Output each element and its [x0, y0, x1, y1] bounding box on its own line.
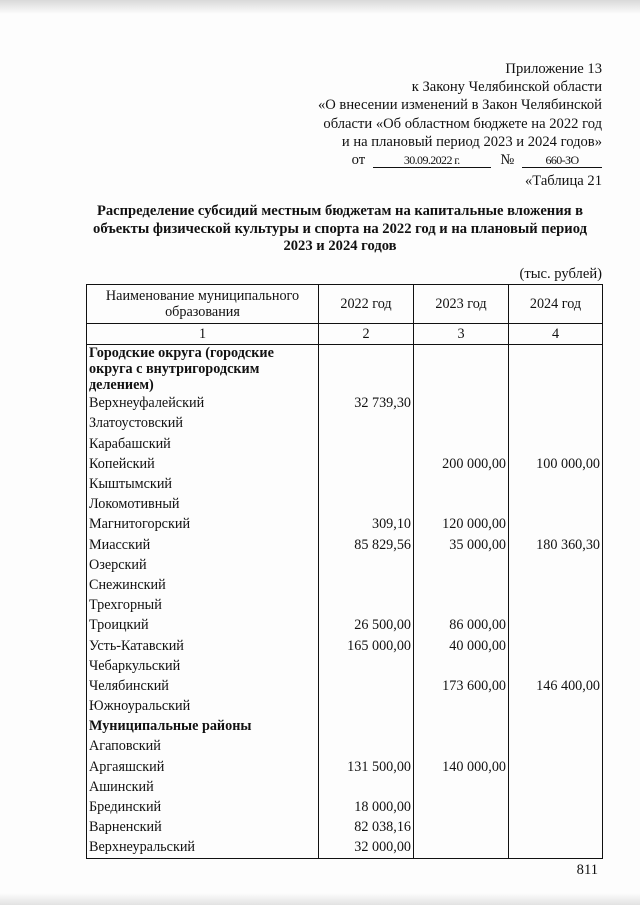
- table-row: [87, 434, 603, 454]
- municipality-name-cell: Городские округа (городские округа с внутригородским делением): [87, 345, 319, 394]
- table-row: [87, 413, 603, 433]
- amount-cell-y2022: [319, 575, 414, 595]
- scan-bottom-edge: [0, 893, 640, 905]
- municipality-name-cell: Локомотивный: [87, 494, 319, 514]
- municipality-name-cell: Верхнеуральский: [87, 837, 319, 858]
- amount-cell-y2023: [414, 345, 509, 394]
- amount-cell-y2022: [319, 494, 414, 514]
- amount-cell-y2022: [319, 777, 414, 797]
- amount-cell-y2023: 86 000,00: [414, 615, 509, 635]
- table-row: [87, 474, 603, 494]
- amount-cell-y2022: [319, 676, 414, 696]
- municipality-name-cell: Миасский: [87, 535, 319, 555]
- amount-cell-y2022: 165 000,00: [319, 635, 414, 655]
- scan-top-edge: [0, 0, 640, 14]
- header-cell: 2022 год: [319, 285, 414, 324]
- municipality-name-cell: Верхнеуфалейский: [87, 393, 319, 413]
- amount-cell-y2024: 180 360,30: [509, 535, 603, 555]
- amount-cell-y2022: [319, 474, 414, 494]
- amount-cell-y2023: [414, 413, 509, 433]
- column-number: 3: [414, 324, 509, 345]
- amount-cell-y2024: [509, 777, 603, 797]
- units-label: (тыс. рублей): [519, 266, 602, 282]
- amount-cell-y2024: 146 400,00: [509, 676, 603, 696]
- appendix-line: Приложение 13: [505, 61, 602, 77]
- amount-cell-y2024: [509, 595, 603, 615]
- amount-cell-y2023: [414, 716, 509, 736]
- table-row: [87, 535, 603, 555]
- amount-cell-y2023: [414, 777, 509, 797]
- number-prefix: №: [500, 152, 515, 169]
- table-row: [87, 575, 603, 595]
- municipality-name-cell: Муниципальные районы: [87, 716, 319, 736]
- amount-cell-y2022: 131 500,00: [319, 757, 414, 777]
- amount-cell-y2023: [414, 575, 509, 595]
- table-row: [87, 797, 603, 817]
- amount-cell-y2022: [319, 345, 414, 394]
- amount-cell-y2024: 100 000,00: [509, 454, 603, 474]
- municipality-name-cell: Озерский: [87, 555, 319, 575]
- amount-cell-y2022: 309,10: [319, 514, 414, 534]
- column-number: 4: [509, 324, 603, 345]
- amount-cell-y2022: [319, 696, 414, 716]
- amount-cell-y2024: [509, 575, 603, 595]
- amount-cell-y2023: [414, 494, 509, 514]
- amount-cell-y2023: [414, 393, 509, 413]
- amount-cell-y2024: [509, 345, 603, 394]
- table-row: [87, 736, 603, 756]
- amount-cell-y2022: [319, 736, 414, 756]
- amount-cell-y2022: [319, 716, 414, 736]
- table-body: [87, 345, 603, 858]
- amount-cell-y2022: 32 739,30: [319, 393, 414, 413]
- amount-cell-y2022: [319, 413, 414, 433]
- header-row: [87, 285, 603, 324]
- amount-cell-y2023: [414, 797, 509, 817]
- table-row: [87, 615, 603, 635]
- amount-cell-y2023: [414, 736, 509, 756]
- amount-cell-y2023: [414, 595, 509, 615]
- header-cell: 2024 год: [509, 285, 603, 324]
- table-row: [87, 837, 603, 858]
- amount-cell-y2023: 200 000,00: [414, 454, 509, 474]
- date-prefix: от: [351, 152, 366, 169]
- amount-cell-y2024: [509, 736, 603, 756]
- amount-cell-y2022: 82 038,16: [319, 817, 414, 837]
- amount-cell-y2024: [509, 555, 603, 575]
- table-row: [87, 696, 603, 716]
- table-row: [87, 454, 603, 474]
- municipality-name-cell: Снежинский: [87, 575, 319, 595]
- appendix-line: и на плановый период 2023 и 2024 годов»: [341, 133, 602, 150]
- amount-cell-y2023: 140 000,00: [414, 757, 509, 777]
- table-row: [87, 555, 603, 575]
- amount-cell-y2022: [319, 595, 414, 615]
- amount-cell-y2022: [319, 656, 414, 676]
- amount-cell-y2023: [414, 434, 509, 454]
- appendix-line: «О внесении изменений в Закон Челябинской: [317, 97, 602, 114]
- number-value: 660-ЗО: [522, 153, 602, 168]
- amount-cell-y2024: [509, 494, 603, 514]
- table-row: [87, 635, 603, 655]
- amount-cell-y2024: [509, 837, 603, 858]
- date-value: 30.09.2022 г.: [373, 153, 491, 168]
- amount-cell-y2023: [414, 696, 509, 716]
- amount-cell-y2024: [509, 757, 603, 777]
- amount-cell-y2022: [319, 454, 414, 474]
- column-number: 2: [319, 324, 414, 345]
- amount-cell-y2024: [509, 817, 603, 837]
- appendix-line: области «Об областном бюджете на 2022 год: [323, 115, 602, 132]
- amount-cell-y2022: 18 000,00: [319, 797, 414, 817]
- municipality-name-cell: Ашинский: [87, 777, 319, 797]
- table-row: [87, 514, 603, 534]
- amount-cell-y2023: [414, 656, 509, 676]
- table-row: [87, 656, 603, 676]
- municipality-name-cell: Магнитогорский: [87, 514, 319, 534]
- municipality-name-cell: Чебаркульский: [87, 656, 319, 676]
- subsidy-table: [86, 284, 603, 859]
- amount-cell-y2023: 35 000,00: [414, 535, 509, 555]
- column-number-row: [87, 324, 603, 345]
- table-row: [87, 757, 603, 777]
- amount-cell-y2022: 32 000,00: [319, 837, 414, 858]
- amount-cell-y2023: 173 600,00: [414, 676, 509, 696]
- amount-cell-y2023: [414, 474, 509, 494]
- municipality-name-cell: Копейский: [87, 454, 319, 474]
- municipality-name-cell: Кыштымский: [87, 474, 319, 494]
- amount-cell-y2023: [414, 555, 509, 575]
- amount-cell-y2024: [509, 635, 603, 655]
- municipality-name-cell: Троицкий: [87, 615, 319, 635]
- amount-cell-y2024: [509, 434, 603, 454]
- amount-cell-y2024: [509, 393, 603, 413]
- header-cell: 2023 год: [414, 285, 509, 324]
- appendix-date-line: [262, 151, 602, 169]
- amount-cell-y2024: [509, 413, 603, 433]
- table-row: [87, 777, 603, 797]
- municipality-name-cell: Челябинский: [87, 676, 319, 696]
- table-row: [87, 595, 603, 615]
- municipality-name-cell: Трехгорный: [87, 595, 319, 615]
- table-row: [87, 676, 603, 696]
- amount-cell-y2024: [509, 514, 603, 534]
- amount-cell-y2024: [509, 696, 603, 716]
- amount-cell-y2023: 120 000,00: [414, 514, 509, 534]
- page-number: 811: [576, 862, 598, 878]
- municipality-name-cell: Агаповский: [87, 736, 319, 756]
- amount-cell-y2023: [414, 837, 509, 858]
- amount-cell-y2024: [509, 797, 603, 817]
- table-group-row: [87, 345, 603, 394]
- document-title: Распределение субсидий местным бюджетам на капитальные вложения в объекты физической культуры и спорта на 2022 год и на плановый период 2023 и 2024 годов: [93, 203, 587, 254]
- table-group-row: [87, 716, 603, 736]
- column-number: 1: [87, 324, 319, 345]
- amount-cell-y2024: [509, 474, 603, 494]
- table-row: [87, 393, 603, 413]
- table-row: [87, 817, 603, 837]
- municipality-name-cell: Южноуральский: [87, 696, 319, 716]
- amount-cell-y2022: [319, 434, 414, 454]
- table-label: «Таблица 21: [524, 173, 602, 189]
- municipality-name-cell: Аргаяшский: [87, 757, 319, 777]
- municipality-name-cell: Карабашский: [87, 434, 319, 454]
- header-cell: Наименование муниципального образования: [87, 285, 319, 324]
- amount-cell-y2024: [509, 716, 603, 736]
- amount-cell-y2024: [509, 656, 603, 676]
- amount-cell-y2024: [509, 615, 603, 635]
- amount-cell-y2023: 40 000,00: [414, 635, 509, 655]
- municipality-name-cell: Усть-Катавский: [87, 635, 319, 655]
- table-row: [87, 494, 603, 514]
- amount-cell-y2023: [414, 817, 509, 837]
- municipality-name-cell: Варненский: [87, 817, 319, 837]
- amount-cell-y2022: 26 500,00: [319, 615, 414, 635]
- municipality-name-cell: Брединский: [87, 797, 319, 817]
- amount-cell-y2022: [319, 555, 414, 575]
- municipality-name-cell: Златоустовский: [87, 413, 319, 433]
- amount-cell-y2022: 85 829,56: [319, 535, 414, 555]
- appendix-line: к Закону Челябинской области: [411, 79, 602, 96]
- appendix-header: [262, 60, 602, 169]
